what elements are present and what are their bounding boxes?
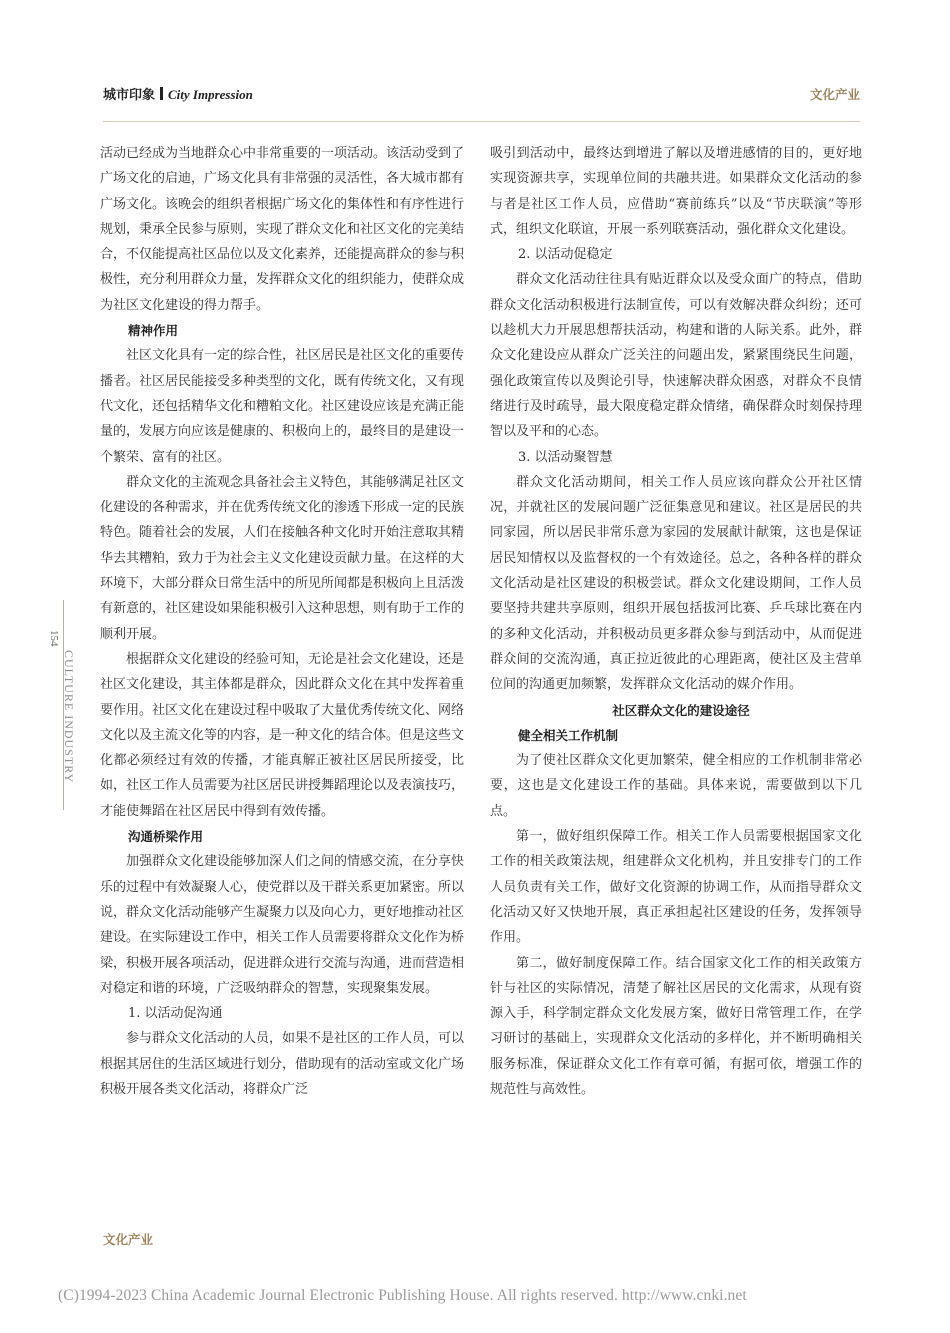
section-heading: 社区群众文化的建设途径 xyxy=(612,702,750,718)
title-separator xyxy=(160,87,163,100)
paragraph: 根据群众文化建设的经验可知，无论是社会文化建设，还是社区文化建设，其主体都是群众，因此群众文化在其中发挥着重要作用。社区文化在建设过程中吸取了大量优秀传统文化、网络文化以及主流文化等的内容，是一种文化的结合体。但是这些文化都必须经过有效的传播，才能真解正被社区居民所接受，比如，社区工作人员需要为社区居民讲授舞蹈理论以及表演技巧，才能使舞蹈在社区居民中得到有效传播。 xyxy=(100,651,465,819)
subheading: 精神作用 xyxy=(128,323,179,339)
right-column xyxy=(490,141,862,1102)
footer-section-label: 文化产业 xyxy=(103,1232,154,1247)
paragraph: 群众文化活动期间，相关工作人员应该向群众公开社区情况，并就社区的发展问题广泛征集意见和建议。社区是居民的共同家园，所以居民非常乐意为家园的发展献计献策，这也是保证居民知情权以及监督权的一个有效途径。总之，各种各样的群众文化活动是社区建设的积极尝试。群众文化建设期间，工作人员要坚持共建共享原则，组织开展包括拔河比赛、乒乓球比赛在内的多种文化活动，并积极动员更多群众参与到活动中，从而促进群众间的交流沟通，真正拉近彼此的心理距离，使社区及主营单位间的沟通更加频繁，发挥群众文化活动的媒介作用。 xyxy=(490,474,862,693)
paragraph: 参与群众文化活动的人员，如果不是社区的工作人员，可以根据其居住的生活区域进行划分，借助现有的活动室或文化广场积极开展各类文化活动，将群众广泛 xyxy=(100,1031,465,1097)
paragraph: 群众文化的主流观念具备社会主义特色，其能够满足社区文化建设的各种需求，并在优秀传统文化的渗透下形成一定的民族特色。随着社会的发展，人们在接触各种文化时开始注意取其精华去其糟粕，致力于为社会主义文化建设贡献力量。在这样的大环境下，大部分群众日常生活中的所见所闻都是积极向上且活泼有新意的，社区建设如果能积极引入这种思想，则有助于工作的顺利开展。 xyxy=(100,474,465,642)
paragraph: 加强群众文化建设能够加深人们之间的情感交流，在分享快乐的过程中有效凝聚人心，使党群以及干群关系更加紧密。所以说，群众文化活动能够产生凝聚力以及向心力，更好地推动社区建设。在实际建设工作中，相关工作人员需要将群众文化作为桥梁，积极开展各项活动，促进群众进行交流与沟通，进而营造相对稳定和谐的环境，广泛吸纳群众的智慧，实现聚集发展。 xyxy=(100,854,465,996)
column-title-cn: 城市印象 xyxy=(103,88,156,103)
page-number: 154 xyxy=(48,630,60,647)
header-divider xyxy=(103,121,860,122)
column-title-en: City Impression xyxy=(168,87,253,102)
paragraph: 群众文化活动往往具有贴近群众以及受众面广的特点，借助群众文化活动积极进行法制宣传，可以有效解决群众纠纷；还可以趁机大力开展思想帮扶活动，构建和谐的人际关系。此外，群众文化建设应从群众广泛关注的问题出发，紧紧围绕民生问题，强化政策宣传以及舆论引导，快速解决群众困惑，对群众不良情绪进行及时疏导，最大限度稳定群众情绪，确保群众时刻保持理智以及平和的心态。 xyxy=(490,272,862,440)
page-header xyxy=(103,84,860,108)
numbered-heading: 3. 以活动聚智慧 xyxy=(518,449,613,465)
paragraph: 吸引到活动中，最终达到增进了解以及增进感情的目的，更好地实现资源共享，实现单位间的共融共进。如果群众文化活动的参与者是社区工作人员，应借助“赛前练兵”以及“节庆联演”等形式，组织文化联谊，开展一系列联赛活动，强化群众文化建设。 xyxy=(490,146,862,237)
paragraph: 活动已经成为当地群众心中非常重要的一项活动。该活动受到了广场文化的启迪，广场文化具有非常强的灵活性，各大城市都有广场文化。该晚会的组织者根据广场文化的集体性和有序性进行规划，秉承全民参与原则，实现了群众文化和社区文化的完美结合，不仅能提高社区品位以及文化素养，还能提高群众的参与积极性，充分利用群众力量，发挥群众文化的组织能力，使群众成为社区文化建设的得力帮手。 xyxy=(100,146,465,313)
paragraph: 第二，做好制度保障工作。结合国家文化工作的相关政策方针与社区的实际情况，清楚了解社区居民的文化需求，从现有资源入手，科学制定群众文化发展方案，做好日常管理工作，在学习研讨的基础上，实现群众文化活动的多样化，并不断明确相关服务标准，保证群众文化工作有章可循，有据可依，增强工作的规范性与高效性。 xyxy=(490,955,862,1097)
journal-name-vertical: CULTURE INDUSTRY xyxy=(62,650,76,784)
numbered-heading: 1. 以活动促沟通 xyxy=(128,1006,223,1022)
left-column xyxy=(100,141,464,1102)
copyright-notice: (C)1994-2023 China Academic Journal Electronic Publishing House. All rights reserved. http://www.cnki.net xyxy=(58,1287,747,1304)
column-title xyxy=(103,84,253,103)
subheading: 健全相关工作机制 xyxy=(518,727,619,743)
subheading: 沟通桥梁作用 xyxy=(128,829,204,845)
paragraph: 为了使社区群众文化更加繁荣，健全相应的工作机制非常必要，这也是文化建设工作的基础。具体来说，需要做到以下几点。 xyxy=(490,753,862,819)
numbered-heading: 2. 以活动促稳定 xyxy=(518,247,613,263)
paragraph: 第一，做好组织保障工作。相关工作人员需要根据国家文化工作的相关政策法规，组建群众文化机构，并且安排专门的工作人员负责有关工作，做好文化资源的协调工作，从而指导群众文化活动又好又快地开展，真正承担起社区建设的任务，发挥领导作用。 xyxy=(490,829,862,946)
section-label: 文化产业 xyxy=(809,87,860,102)
paragraph: 社区文化具有一定的综合性，社区居民是社区文化的重要传播者。社区居民能接受多种类型的文化，既有传统文化，又有现代文化，还包括精华文化和糟粕文化。社区建设应该是充满正能量的，发展方向应该是健康的、积极向上的，最终目的是建设一个繁荣、富有的社区。 xyxy=(100,348,465,465)
